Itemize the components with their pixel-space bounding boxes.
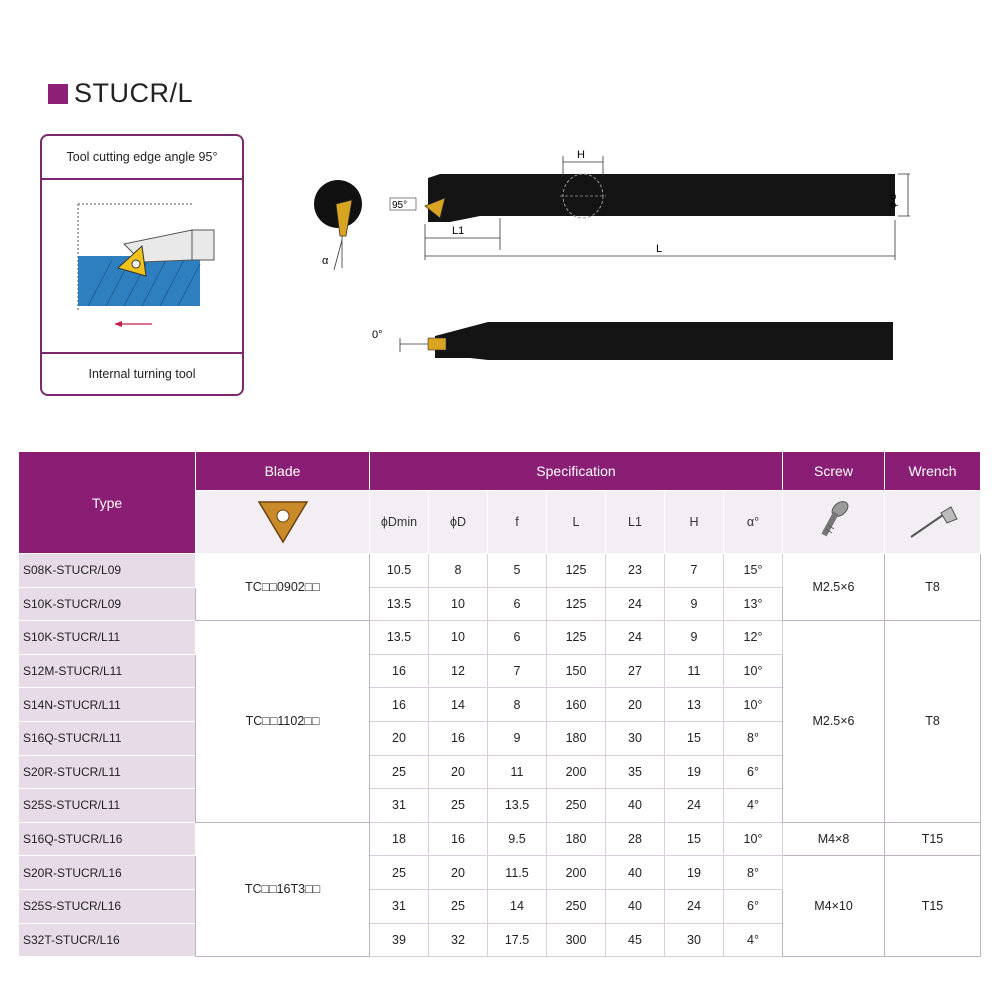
col-header-dmin: ϕDmin <box>370 491 429 554</box>
type-cell: S16Q-STUCR/L16 <box>19 822 196 856</box>
col-header-alpha: α° <box>724 491 783 554</box>
table-row <box>19 621 981 655</box>
spec-cell-dmin: 16 <box>370 688 429 722</box>
spec-cell-l1: 40 <box>606 889 665 923</box>
spec-cell-d: 10 <box>429 587 488 621</box>
spec-cell-f: 13.5 <box>488 789 547 823</box>
type-cell: S25S-STUCR/L16 <box>19 889 196 923</box>
type-cell: S08K-STUCR/L09 <box>19 554 196 588</box>
type-cell: S20R-STUCR/L11 <box>19 755 196 789</box>
spec-cell-h: 19 <box>665 755 724 789</box>
l1-label: L1 <box>452 225 465 237</box>
wrench-header: Wrench <box>885 452 981 491</box>
spec-cell-l1: 24 <box>606 621 665 655</box>
spec-cell-h: 30 <box>665 923 724 957</box>
spec-cell-l1: 35 <box>606 755 665 789</box>
spec-cell-l1: 45 <box>606 923 665 957</box>
spec-cell-h: 9 <box>665 621 724 655</box>
col-header-l1: L1 <box>606 491 665 554</box>
spec-cell-l: 180 <box>547 721 606 755</box>
spec-cell-l1: 40 <box>606 856 665 890</box>
zero-angle-label: 0° <box>372 329 383 341</box>
l-label: L <box>656 243 663 255</box>
spec-cell-h: 13 <box>665 688 724 722</box>
screw-image-cell <box>783 491 885 554</box>
type-cell: S10K-STUCR/L11 <box>19 621 196 655</box>
screw-icon <box>814 499 854 543</box>
spec-cell-dmin: 25 <box>370 755 429 789</box>
spec-cell-l1: 28 <box>606 822 665 856</box>
blade-cell: TC□□16T3□□ <box>196 822 370 956</box>
spec-cell-f: 9 <box>488 721 547 755</box>
spec-cell-h: 24 <box>665 889 724 923</box>
spec-cell-dmin: 16 <box>370 654 429 688</box>
spec-cell-f: 6 <box>488 587 547 621</box>
spec-cell-h: 19 <box>665 856 724 890</box>
screw-header: Screw <box>783 452 885 491</box>
spec-cell-d: 25 <box>429 789 488 823</box>
title-square-marker <box>48 84 68 104</box>
spec-cell-a: 10° <box>724 688 783 722</box>
spec-cell-h: 15 <box>665 721 724 755</box>
spec-cell-l1: 27 <box>606 654 665 688</box>
tool-info-box <box>40 134 244 396</box>
spec-cell-h: 11 <box>665 654 724 688</box>
blade-header: Blade <box>196 452 370 491</box>
spec-cell-a: 10° <box>724 654 783 688</box>
col-header-h: H <box>665 491 724 554</box>
spec-cell-f: 11 <box>488 755 547 789</box>
wrench-cell: T8 <box>885 621 981 823</box>
spec-cell-f: 8 <box>488 688 547 722</box>
spec-cell-dmin: 13.5 <box>370 621 429 655</box>
spec-cell-l: 200 <box>547 755 606 789</box>
spec-cell-d: 20 <box>429 755 488 789</box>
specification-header: Specification <box>370 452 783 491</box>
table-row <box>19 822 981 856</box>
spec-cell-d: 8 <box>429 554 488 588</box>
spec-cell-h: 24 <box>665 789 724 823</box>
spec-cell-l: 250 <box>547 889 606 923</box>
spec-cell-a: 13° <box>724 587 783 621</box>
tool-dimension-drawing <box>300 140 910 380</box>
spec-cell-l1: 23 <box>606 554 665 588</box>
blade-image-cell <box>196 491 370 554</box>
col-header-l: L <box>547 491 606 554</box>
spec-cell-d: 16 <box>429 822 488 856</box>
type-cell: S32T-STUCR/L16 <box>19 923 196 957</box>
spec-cell-dmin: 20 <box>370 721 429 755</box>
type-cell: S25S-STUCR/L11 <box>19 789 196 823</box>
type-cell: S20R-STUCR/L16 <box>19 856 196 890</box>
triangle-insert-icon <box>255 496 311 546</box>
spec-cell-dmin: 18 <box>370 822 429 856</box>
spec-cell-dmin: 13.5 <box>370 587 429 621</box>
spec-cell-f: 7 <box>488 654 547 688</box>
spec-cell-l1: 24 <box>606 587 665 621</box>
alpha-label: α <box>322 255 329 267</box>
type-cell: S16Q-STUCR/L11 <box>19 721 196 755</box>
screw-cell: M4×10 <box>783 856 885 957</box>
spec-cell-l: 125 <box>547 621 606 655</box>
spec-cell-d: 16 <box>429 721 488 755</box>
spec-cell-h: 7 <box>665 554 724 588</box>
wrench-image-cell <box>885 491 981 554</box>
info-box-header: Tool cutting edge angle 95° <box>42 136 242 180</box>
direction-arrow-icon <box>114 321 152 327</box>
wrench-cell: T15 <box>885 856 981 957</box>
spec-cell-a: 15° <box>724 554 783 588</box>
col-header-f: f <box>488 491 547 554</box>
spec-cell-l1: 40 <box>606 789 665 823</box>
spec-cell-a: 12° <box>724 621 783 655</box>
spec-cell-l1: 30 <box>606 721 665 755</box>
spec-cell-d: 20 <box>429 856 488 890</box>
blade-cell: TC□□0902□□ <box>196 554 370 621</box>
spec-cell-d: 25 <box>429 889 488 923</box>
type-cell: S10K-STUCR/L09 <box>19 587 196 621</box>
screw-cell: M2.5×6 <box>783 554 885 621</box>
spec-cell-a: 4° <box>724 923 783 957</box>
type-cell: S12M-STUCR/L11 <box>19 654 196 688</box>
type-header: Type <box>19 452 196 554</box>
d-label: ϕ d <box>888 194 899 208</box>
spec-cell-f: 6 <box>488 621 547 655</box>
spec-cell-d: 12 <box>429 654 488 688</box>
spec-cell-a: 6° <box>724 889 783 923</box>
spec-cell-l: 125 <box>547 554 606 588</box>
screw-cell: M4×8 <box>783 822 885 856</box>
blade-cell: TC□□1102□□ <box>196 621 370 823</box>
spec-cell-dmin: 10.5 <box>370 554 429 588</box>
spec-cell-dmin: 31 <box>370 789 429 823</box>
info-box-footer: Internal turning tool <box>42 352 242 394</box>
spec-cell-l: 160 <box>547 688 606 722</box>
angle95-label: 95° <box>392 200 408 211</box>
table-row <box>19 856 981 890</box>
screw-cell: M2.5×6 <box>783 621 885 823</box>
spec-cell-f: 14 <box>488 889 547 923</box>
spec-cell-f: 11.5 <box>488 856 547 890</box>
boring-bar-shape <box>428 174 895 222</box>
spec-cell-a: 4° <box>724 789 783 823</box>
spec-cell-f: 9.5 <box>488 822 547 856</box>
spec-cell-h: 15 <box>665 822 724 856</box>
torx-wrench-icon <box>905 499 961 543</box>
spec-cell-a: 8° <box>724 856 783 890</box>
wrench-cell: T8 <box>885 554 981 621</box>
spec-cell-dmin: 25 <box>370 856 429 890</box>
spec-cell-a: 8° <box>724 721 783 755</box>
spec-cell-l: 300 <box>547 923 606 957</box>
spec-cell-l: 180 <box>547 822 606 856</box>
page-title <box>48 78 193 109</box>
wrench-cell: T15 <box>885 822 981 856</box>
type-cell: S14N-STUCR/L11 <box>19 688 196 722</box>
spec-cell-f: 5 <box>488 554 547 588</box>
table-row <box>19 554 981 588</box>
spec-cell-l: 250 <box>547 789 606 823</box>
internal-turning-illustration <box>42 180 242 350</box>
specification-table <box>18 451 981 957</box>
spec-cell-a: 6° <box>724 755 783 789</box>
spec-cell-a: 10° <box>724 822 783 856</box>
spec-cell-dmin: 39 <box>370 923 429 957</box>
spec-cell-f: 17.5 <box>488 923 547 957</box>
spec-cell-dmin: 31 <box>370 889 429 923</box>
spec-cell-d: 14 <box>429 688 488 722</box>
col-header-d: ϕD <box>429 491 488 554</box>
spec-cell-l1: 20 <box>606 688 665 722</box>
title-text: STUCR/L <box>74 78 194 108</box>
spec-cell-d: 10 <box>429 621 488 655</box>
boring-bar-side-view <box>435 322 893 360</box>
spec-cell-l: 200 <box>547 856 606 890</box>
spec-cell-d: 32 <box>429 923 488 957</box>
spec-cell-l: 150 <box>547 654 606 688</box>
spec-cell-l: 125 <box>547 587 606 621</box>
h-label: H <box>577 149 585 161</box>
spec-cell-h: 9 <box>665 587 724 621</box>
